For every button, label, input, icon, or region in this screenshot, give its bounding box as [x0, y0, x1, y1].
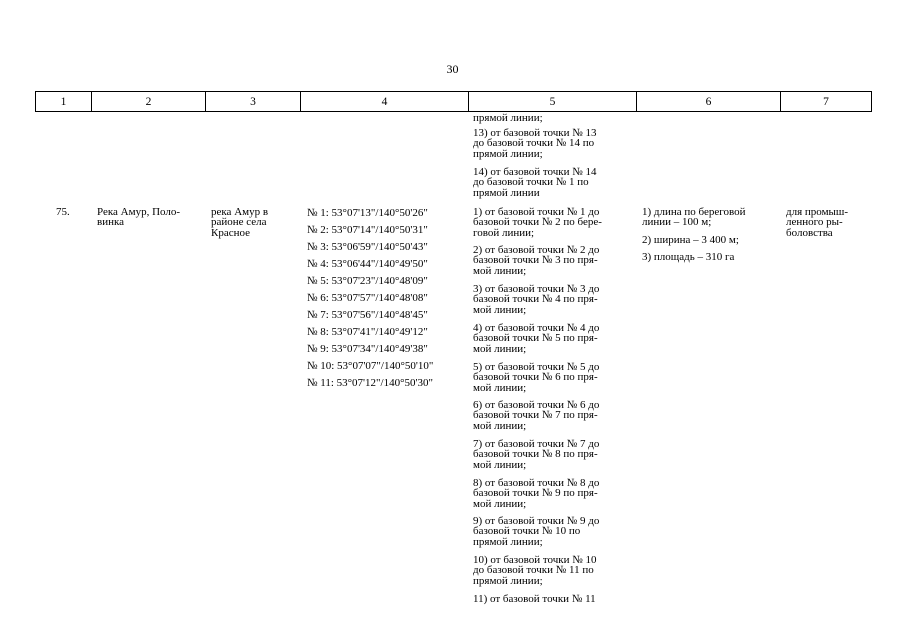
- boundary-segment: 4) от базовой точки № 4 до базовой точки № 5 по пря- мой линии;: [473, 322, 600, 355]
- coordinate-item: № 9: 53°07'34"/140°49'38": [307, 343, 428, 355]
- boundary-segment: 2) от базовой точки № 2 до базовой точки № 3 по пря- мой линии;: [473, 244, 600, 277]
- column-header: 5: [469, 92, 637, 112]
- boundary-segment: 13) от базовой точки № 13 до базовой точки № 14 по прямой линии;: [473, 127, 597, 160]
- coordinate-item: № 5: 53°07'23"/140°48'09": [307, 275, 428, 287]
- water-body-name: Река Амур, Поло- винка: [97, 206, 181, 229]
- boundary-segment: 6) от базовой точки № 6 до базовой точки № 7 по пря- мой линии;: [473, 399, 600, 432]
- page-number: 30: [446, 62, 459, 76]
- row-number: 75.: [56, 206, 70, 218]
- boundary-segment: 7) от базовой точки № 7 до базовой точки № 8 по пря- мой линии;: [473, 438, 600, 471]
- boundary-segment: 10) от базовой точки № 10 до базовой точки № 11 по прямой линии;: [473, 554, 597, 587]
- coordinate-item: № 6: 53°07'57"/140°48'08": [307, 292, 428, 304]
- boundary-segment: 3) от базовой точки № 3 до базовой точки № 4 по пря- мой линии;: [473, 283, 600, 316]
- coordinate-item: № 10: 53°07'07"/140°50'10": [307, 360, 434, 372]
- column-header: 1: [36, 92, 92, 112]
- column-header: 3: [206, 92, 301, 112]
- coordinate-item: № 8: 53°07'41"/140°49'12": [307, 326, 428, 338]
- coordinate-item: № 3: 53°06'59"/140°50'43": [307, 241, 428, 253]
- coordinate-item: № 7: 53°07'56"/140°48'45": [307, 309, 428, 321]
- boundary-segment: 5) от базовой точки № 5 до базовой точки № 6 по пря- мой линии;: [473, 361, 600, 394]
- location-description: река Амур в районе села Красное: [211, 206, 269, 239]
- boundary-segment: 1) от базовой точки № 1 до базовой точки № 2 по бере- говой линии;: [473, 206, 602, 239]
- area-dimension: 3) площадь – 310 га: [642, 251, 735, 263]
- boundary-segment: 8) от базовой точки № 8 до базовой точки № 9 по пря- мой линии;: [473, 477, 600, 510]
- coordinate-item: № 11: 53°07'12"/140°50'30": [307, 377, 433, 389]
- boundary-segment: 9) от базовой точки № 9 до базовой точки № 10 по прямой линии;: [473, 515, 600, 548]
- boundary-segment: прямой линии;: [473, 112, 543, 124]
- coordinate-item: № 4: 53°06'44"/140°49'50": [307, 258, 428, 270]
- column-header: 6: [637, 92, 781, 112]
- boundary-segment: 14) от базовой точки № 14 до базовой точки № 1 по прямой линии: [473, 166, 597, 199]
- coordinate-item: № 1: 53°07'13"/140°50'26": [307, 207, 428, 219]
- column-header: 7: [781, 92, 872, 112]
- coordinate-item: № 2: 53°07'14"/140°50'31": [307, 224, 428, 236]
- column-header: 2: [92, 92, 206, 112]
- column-header: 4: [301, 92, 469, 112]
- boundary-segment: 11) от базовой точки № 11: [473, 593, 596, 605]
- area-dimension: 1) длина по береговой линии – 100 м;: [642, 206, 746, 229]
- purpose: для промыш- ленного ры- боловства: [786, 206, 849, 239]
- area-dimension: 2) ширина – 3 400 м;: [642, 234, 739, 246]
